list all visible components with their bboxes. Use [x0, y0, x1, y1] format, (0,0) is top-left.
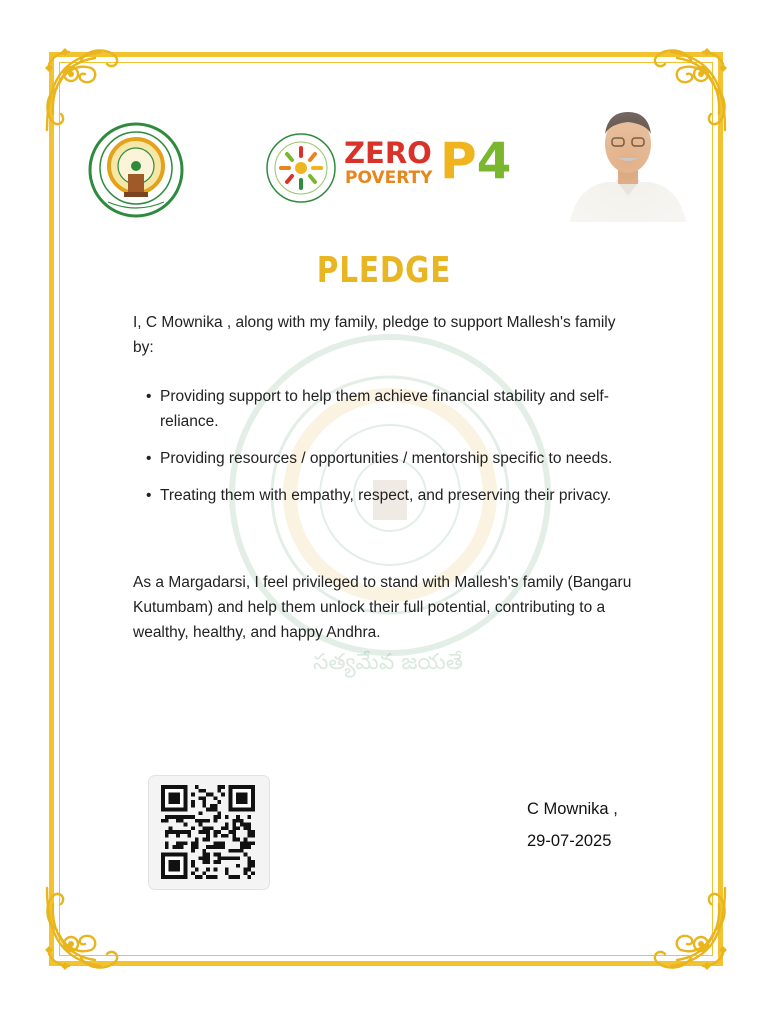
pledge-intro: I, C Mownika , along with my family, pledge to support Mallesh's family by:	[133, 314, 616, 356]
corner-ornament-icon	[41, 882, 133, 974]
logo-poverty-text: POVERTY	[345, 168, 433, 188]
portrait-photo-icon	[562, 100, 694, 222]
p4-seal-icon	[265, 132, 337, 204]
zero-poverty-p4-logo	[344, 132, 514, 198]
qr-code-card	[148, 775, 270, 890]
pledge-closing: As a Margadarsi, I feel privileged to stand with Mallesh's family (Bangaru Kutumbam) and help them unlock their full potential, contributing to a wealthy, healthy, and happy Andhra.	[133, 574, 632, 641]
logo-zero-text: ZERO	[344, 136, 432, 170]
corner-ornament-icon	[639, 882, 731, 974]
pledge-title: PLEDGE	[316, 250, 452, 291]
pledge-date: 29-07-2025	[527, 832, 612, 850]
pledge-list	[146, 384, 646, 520]
andhra-pradesh-emblem-icon	[88, 122, 184, 218]
logo-p4-text: P4	[440, 132, 512, 190]
signer-name: C Mownika ,	[527, 800, 618, 818]
watermark-motto: సత్యమేవ జయతే	[313, 650, 463, 675]
qr-code-icon	[159, 785, 257, 879]
list-item: • Providing resources / opportunities / mentorship specific to needs.	[146, 446, 646, 471]
list-item: • Providing support to help them achieve financial stability and self-reliance.	[146, 384, 646, 434]
list-item: • Treating them with empathy, respect, and preserving their privacy.	[146, 483, 646, 508]
